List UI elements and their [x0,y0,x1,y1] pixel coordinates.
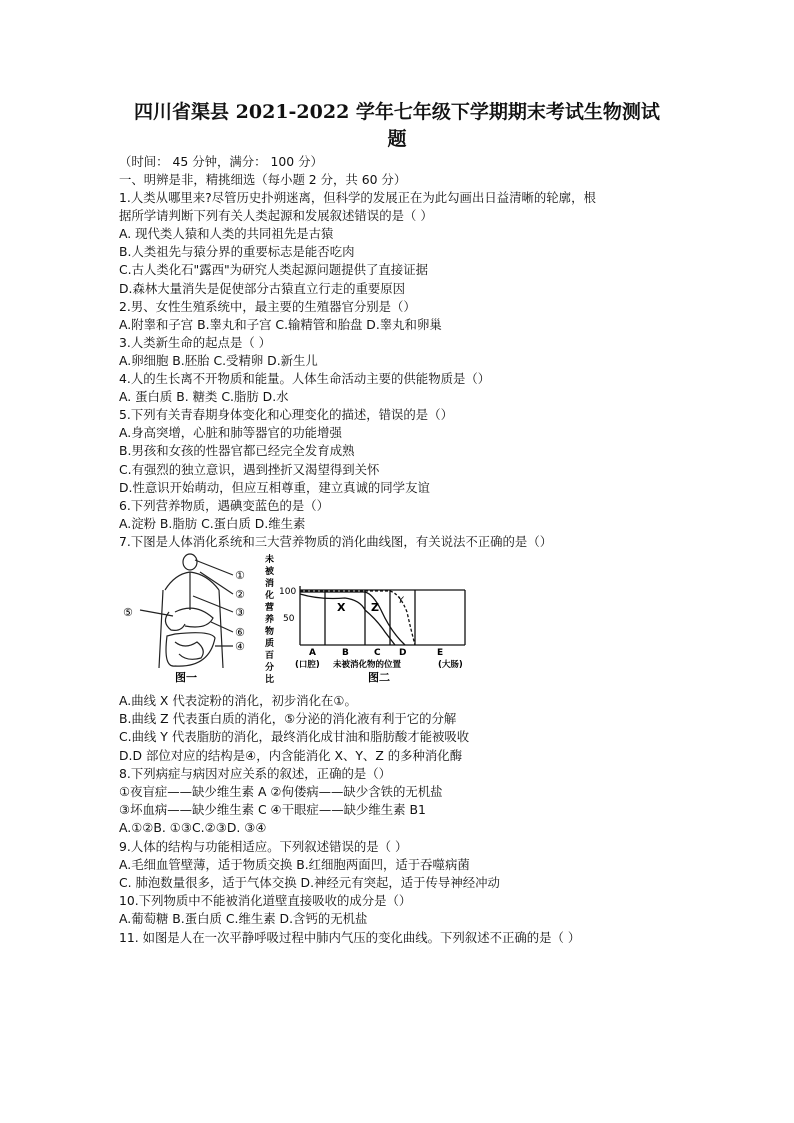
svg-text:比: 比 [265,675,275,685]
label-4: ④ [235,640,245,653]
question-line: C.有强烈的独立意识，遇到挫折又渴望得到关怀 [119,461,380,477]
svg-text:营: 营 [265,603,275,613]
question-line: B.人类祖先与猿分界的重要标志是能否吃肉 [119,244,355,260]
label-6: ⑥ [235,626,245,639]
tick-100: 100 [279,587,297,597]
figure2-caption: 图二 [368,671,390,684]
svg-text:A: A [309,648,316,658]
svg-text:C: C [374,648,381,658]
question-line: C.古人类化石"露西"为研究人类起源问题提供了直接证据 [119,262,428,278]
tick-50: 50 [283,614,295,624]
question-line: A.毛细血管壁薄，适于物质交换 B.红细胞两面凹，适于吞噬病菌 [119,856,470,872]
svg-text:D: D [399,648,407,658]
question-line: B.曲线 Z 代表蛋白质的消化，⑤分泌的消化液有利于它的分解 [119,711,457,727]
question-line: ①夜盲症——缺少维生素 A ②佝偻病——缺少含铁的无机盐 [119,784,443,799]
chart-frame [300,586,465,645]
question-line: 4.人的生长离不开物质和能量。人体生命活动主要的供能物质是（） [119,371,491,386]
question-line: B.男孩和女孩的性器官都已经完全发育成熟 [119,443,355,459]
svg-text:百: 百 [265,651,275,661]
xlabel-right: (大肠) [438,660,463,670]
question-line: C.曲线 Y 代表脂肪的消化，最终消化成甘油和脂肪酸才能被吸收 [119,729,470,745]
question-line: A. 蛋白质 B. 糖类 C.脂肪 D.水 [119,389,289,405]
question-line: 9.人体的结构与功能相适应。下列叙述错误的是（ ） [119,838,408,854]
question-line: 5.下列有关青春期身体变化和心理变化的描述，错误的是（） [119,407,453,423]
question-line: A.淀粉 B.脂肪 C.蛋白质 D.维生素 [119,515,306,531]
xlabel-mid: 未被消化物的位置 [333,660,402,670]
page-title-line-2: 题 [387,128,407,150]
svg-text:物: 物 [265,627,275,637]
question-line: 2.男、女性生殖系统中，最主要的生殖器官分别是（） [119,298,416,314]
question-line: 6.下列营养物质，遇碘变蓝色的是（） [119,497,330,513]
question-line: 7.下图是人体消化系统和三大营养物质的消化曲线图，有关说法不正确的是（） [119,533,553,549]
question-line: ③坏血病——缺少维生素 C ④干眼症——缺少维生素 B1 [119,802,426,818]
question-line: A.葡萄糖 B.蛋白质 C.维生素 D.含钙的无机盐 [119,911,368,927]
question-line: D.森林大量消失是促使部分古猿直立行走的重要原因 [119,280,406,296]
question-line: A.曲线 X 代表淀粉的消化，初步消化在①。 [119,693,357,708]
question-line: 据所学请判断下列有关人类起源和发展叙述错误的是（ ） [119,208,433,224]
question-line: 11. 如图是人在一次平静呼吸过程中肺内气压的变化曲线。下列叙述不正确的是（ ） [119,929,581,945]
curve-x [300,594,395,645]
svg-text:E: E [437,648,444,658]
section-heading: 一、明辨是非，精挑细选（每小题 2 分，共 60 分） [119,172,407,187]
svg-text:分: 分 [265,663,275,673]
svg-text:被: 被 [265,567,275,577]
curve-label-x: X [337,601,346,614]
ylabel-column [264,553,275,685]
question-line: 3.人类新生命的起点是（ ） [119,334,272,350]
label-2: ② [235,588,245,601]
curve-label-y: Y [398,596,404,606]
label-1: ① [235,569,245,582]
svg-text:未: 未 [265,555,275,565]
question-line: 8.下列病症与病因对应关系的叙述，正确的是（） [119,765,392,781]
svg-text:养: 养 [265,615,275,625]
digestive-system-diagram [140,554,233,668]
label-3: ③ [235,606,245,619]
question-line: 1.人类从哪里来?尽管历史扑朔迷离，但科学的发展正在为此勾画出日益清晰的轮廓，根 [119,190,596,205]
digestion-figure [115,550,495,690]
question-line: 10.下列物质中不能被消化道壁直接吸收的成分是（） [119,893,412,909]
figure1-caption: 图一 [175,671,197,684]
page-title-line-1: 四川省渠县 2021-2022 学年七年级下学期期末考试生物测试 [134,101,660,123]
label-5: ⑤ [123,606,133,619]
curve-label-z: Z [371,601,379,614]
question-line: D.性意识开始萌动，但应互相尊重，建立真诚的同学友谊 [119,479,430,495]
question-line: A.附睾和子宫 B.睾丸和子宫 C.输精管和胎盘 D.睾丸和卵巢 [119,316,442,332]
svg-text:化: 化 [265,591,275,601]
xlabel-left: (口腔) [295,660,320,670]
question-line: A. 现代类人猿和人类的共同祖先是古猿 [119,226,334,242]
svg-text:B: B [342,648,349,658]
question-line: C. 肺泡数量很多，适于气体交换 D.神经元有突起，适于传导神经冲动 [119,875,500,890]
question-line: A.卵细胞 B.胚胎 C.受精卵 D.新生儿 [119,352,318,368]
svg-text:质: 质 [265,639,275,649]
exam-meta: （时间： 45 分钟，满分： 100 分） [119,154,323,169]
question-line: A.身高突增，心脏和肺等器官的功能增强 [119,425,342,441]
question-line: D.D 部位对应的结构是④，内含能消化 X、Y、Z 的多种消化酶 [119,747,463,763]
question-line: A.①②B. ①③C.②③D. ③④ [119,820,267,836]
svg-text:消: 消 [265,579,275,589]
segment-labels [309,648,443,658]
